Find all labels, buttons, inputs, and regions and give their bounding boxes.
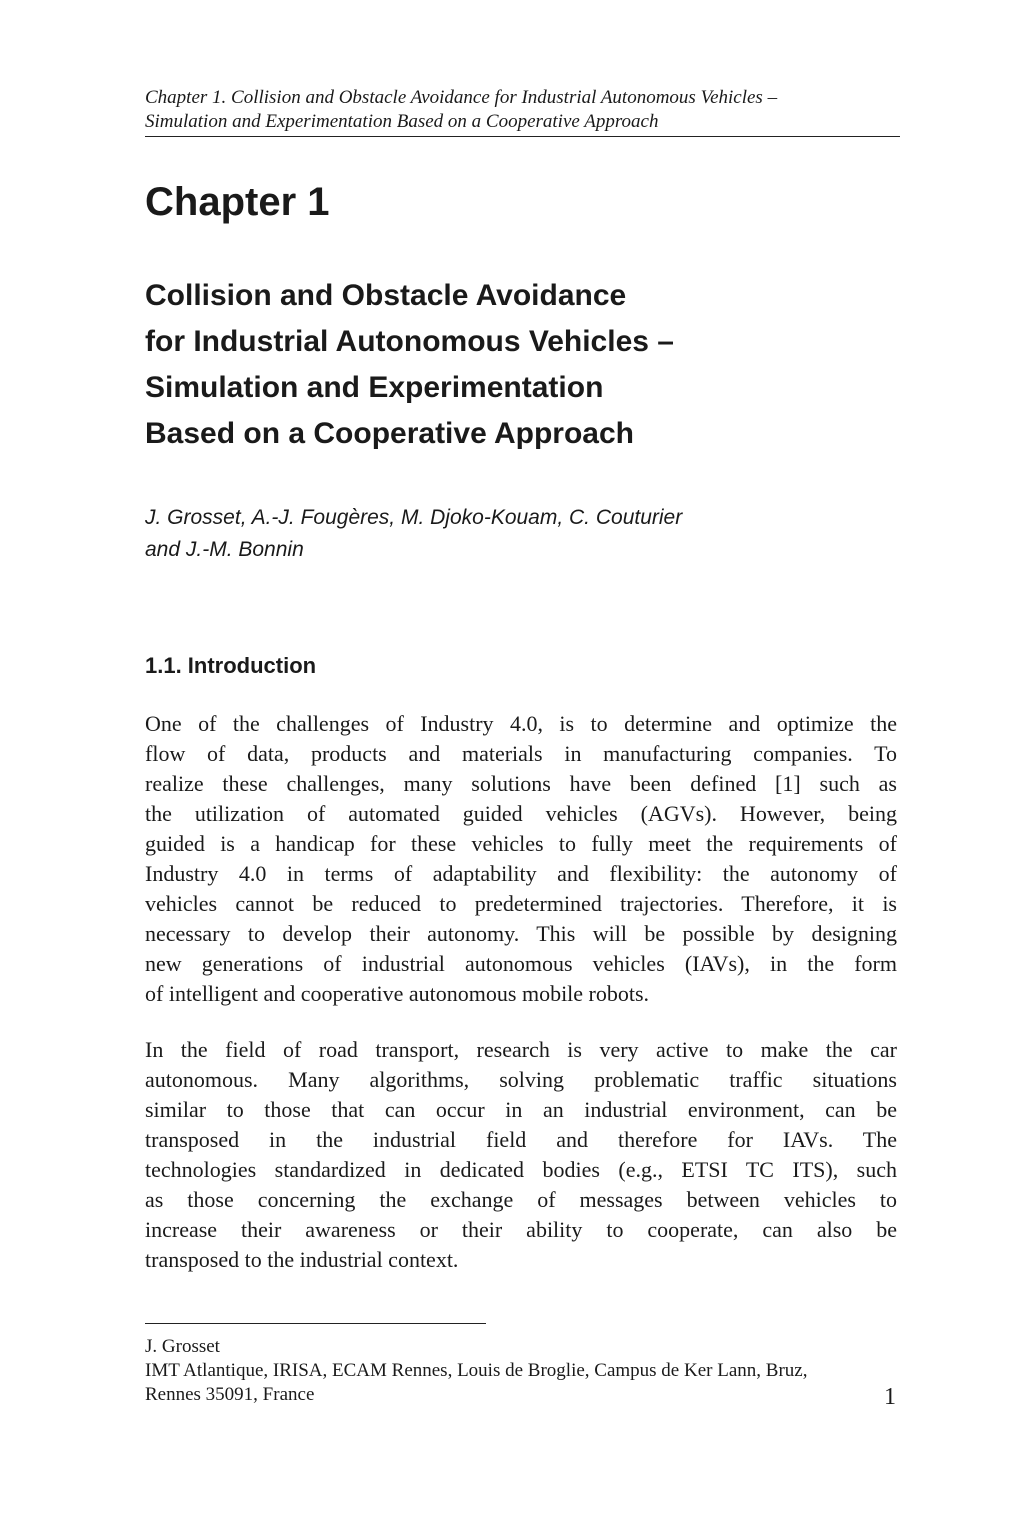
text-line: guided is a handicap for these vehicles to fully meet the requirements of [145,831,897,856]
section-heading: 1.1. Introduction [145,653,317,678]
text-line: new generations of industrial autonomous vehicles (IAVs), in the form [145,951,897,976]
running-head-line-1: Chapter 1. Collision and Obstacle Avoidance for Industrial Autonomous Vehicles – [145,87,778,108]
text-line: realize these challenges, many solutions have been defined [1] such as [145,771,897,796]
running-head-line-2: Simulation and Experimentation Based on a Cooperative Approach [145,111,659,132]
text-line: In the field of road transport, research is very active to make the car [145,1037,897,1062]
text-line: increase their awareness or their ability to cooperate, can also be [145,1217,897,1242]
author-list [145,502,682,566]
footnote-affiliation-line: Rennes 35091, France [145,1384,315,1405]
author-line: and J.-M. Bonnin [145,538,304,561]
text-line: the utilization of automated guided vehicles (AGVs). However, being [145,801,897,826]
footnote-author: J. Grosset [145,1336,220,1357]
author-line: J. Grosset, A.-J. Fougères, M. Djoko-Kouam, C. Couturier [145,506,683,529]
footnote [145,1335,900,1407]
text-line: necessary to develop their autonomy. This will be possible by designing [145,921,897,946]
text-line: as those concerning the exchange of messages between vehicles to [145,1187,897,1212]
chapter-title-line: Simulation and Experimentation [145,371,604,404]
text-line: of intelligent and cooperative autonomous mobile robots. [145,981,650,1006]
running-head [145,86,900,137]
body-paragraph [145,709,897,1009]
chapter-title-line: for Industrial Autonomous Vehicles – [145,325,674,358]
text-line: transposed in the industrial field and therefore for IAVs. The [145,1127,897,1152]
text-line: transposed to the industrial context. [145,1247,459,1272]
page-number: 1 [884,1384,896,1410]
text-line: flow of data, products and materials in manufacturing companies. To [145,741,897,766]
text-line: Industry 4.0 in terms of adaptability and flexibility: the autonomy of [145,861,897,886]
text-line: autonomous. Many algorithms, solving problematic traffic situations [145,1067,897,1092]
text-line: One of the challenges of Industry 4.0, is to determine and optimize the [145,711,897,736]
footnote-affiliation-line: IMT Atlantique, IRISA, ECAM Rennes, Louis de Broglie, Campus de Ker Lann, Bruz, [145,1360,808,1381]
footnote-divider [145,1323,486,1324]
chapter-label: Chapter 1 [145,180,330,224]
text-line: technologies standardized in dedicated bodies (e.g., ETSI TC ITS), such [145,1157,897,1182]
chapter-title-line: Collision and Obstacle Avoidance [145,279,627,312]
text-line: similar to those that can occur in an industrial environment, can be [145,1097,897,1122]
chapter-title-line: Based on a Cooperative Approach [145,417,634,450]
body-paragraph [145,1035,897,1275]
text-line: vehicles cannot be reduced to predetermined trajectories. Therefore, it is [145,891,897,916]
chapter-title [145,273,905,457]
